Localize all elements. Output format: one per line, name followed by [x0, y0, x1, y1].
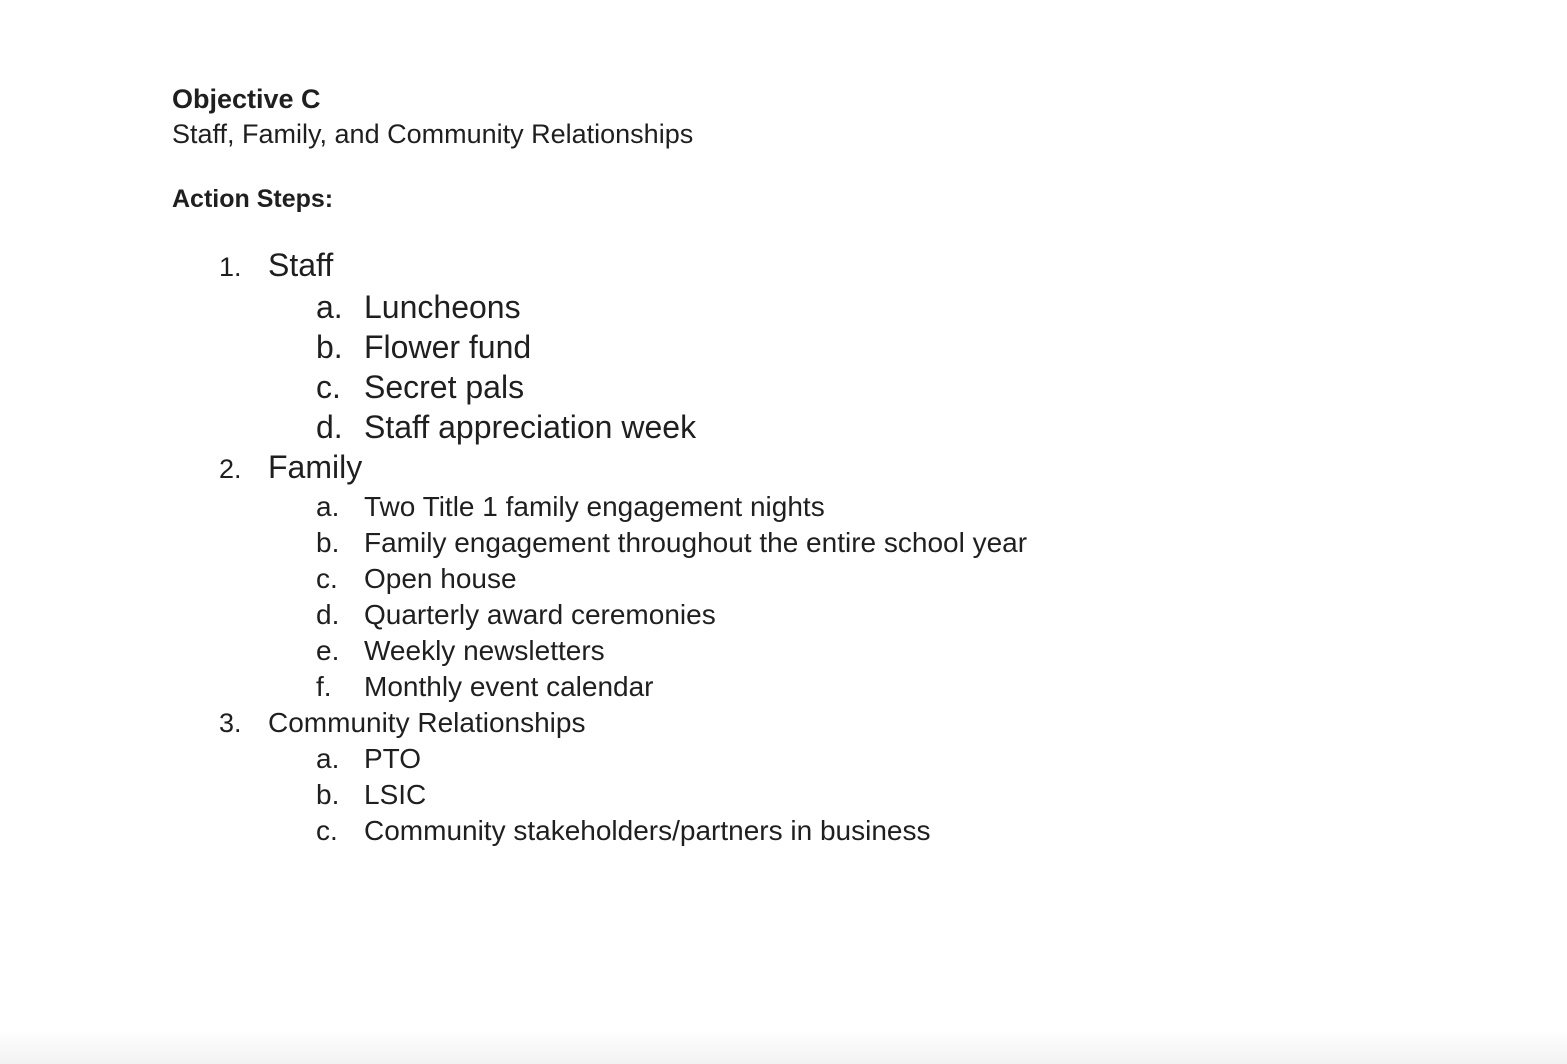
sub-item-label: PTO	[364, 743, 422, 774]
sub-item-label: Staff appreciation week	[364, 409, 697, 445]
list-letter: e.	[316, 635, 340, 666]
action-steps-heading: Action Steps:	[172, 185, 334, 213]
list-letter: d.	[316, 599, 340, 630]
sub-list-item	[172, 813, 1472, 849]
objective-title: Objective C	[172, 84, 321, 114]
list-letter: b.	[316, 779, 340, 810]
sub-list-item	[172, 287, 1472, 327]
list-number: 1.	[219, 252, 242, 282]
action-step-header	[172, 447, 1472, 489]
sub-item-label: Monthly event calendar	[364, 671, 654, 702]
list-letter: b.	[316, 527, 340, 558]
sub-item-label: LSIC	[364, 779, 427, 810]
sub-list-item	[172, 489, 1472, 525]
action-step	[172, 705, 1472, 849]
sub-item-label: Open house	[364, 563, 517, 594]
sub-item-label: Luncheons	[364, 289, 521, 325]
sub-item-label: Quarterly award ceremonies	[364, 599, 716, 630]
sub-list-item	[172, 327, 1472, 367]
list-letter: a.	[316, 289, 343, 325]
list-number: 3.	[219, 708, 242, 738]
sub-list	[172, 489, 1472, 705]
action-step-header	[172, 705, 1472, 741]
list-letter: f.	[316, 671, 332, 702]
list-letter: a.	[316, 743, 340, 774]
sub-list-item	[172, 407, 1472, 447]
list-letter: a.	[316, 491, 340, 522]
list-letter: c.	[316, 369, 341, 405]
sub-list-item	[172, 367, 1472, 407]
sub-item-label: Family engagement throughout the entire school year	[364, 527, 1028, 558]
sub-list-item	[172, 777, 1472, 813]
action-step	[172, 447, 1472, 705]
sub-list	[172, 741, 1472, 849]
sub-list-item	[172, 561, 1472, 597]
action-step-label: Staff	[268, 247, 334, 283]
action-step	[172, 245, 1472, 447]
objective-subtitle: Staff, Family, and Community Relationships	[172, 119, 694, 149]
list-letter: c.	[316, 563, 338, 594]
action-step-header	[172, 245, 1472, 287]
action-step-label: Community Relationships	[268, 707, 586, 738]
sub-list	[172, 287, 1472, 447]
sub-list-item	[172, 669, 1472, 705]
sub-list-item	[172, 525, 1472, 561]
sub-item-label: Community stakeholders/partners in business	[364, 815, 931, 846]
sub-list-item	[172, 597, 1472, 633]
bottom-shade	[0, 1030, 1567, 1064]
action-steps-list	[172, 245, 1472, 849]
sub-item-label: Two Title 1 family engagement nights	[364, 491, 825, 522]
sub-item-label: Flower fund	[364, 329, 532, 365]
sub-list-item	[172, 633, 1472, 669]
sub-item-label: Weekly newsletters	[364, 635, 605, 666]
action-step-label: Family	[268, 449, 363, 485]
list-letter: b.	[316, 329, 343, 365]
document-body	[172, 82, 1472, 849]
sub-list-item	[172, 741, 1472, 777]
sub-item-label: Secret pals	[364, 369, 525, 405]
list-number: 2.	[219, 454, 242, 484]
list-letter: c.	[316, 815, 338, 846]
list-letter: d.	[316, 409, 343, 445]
